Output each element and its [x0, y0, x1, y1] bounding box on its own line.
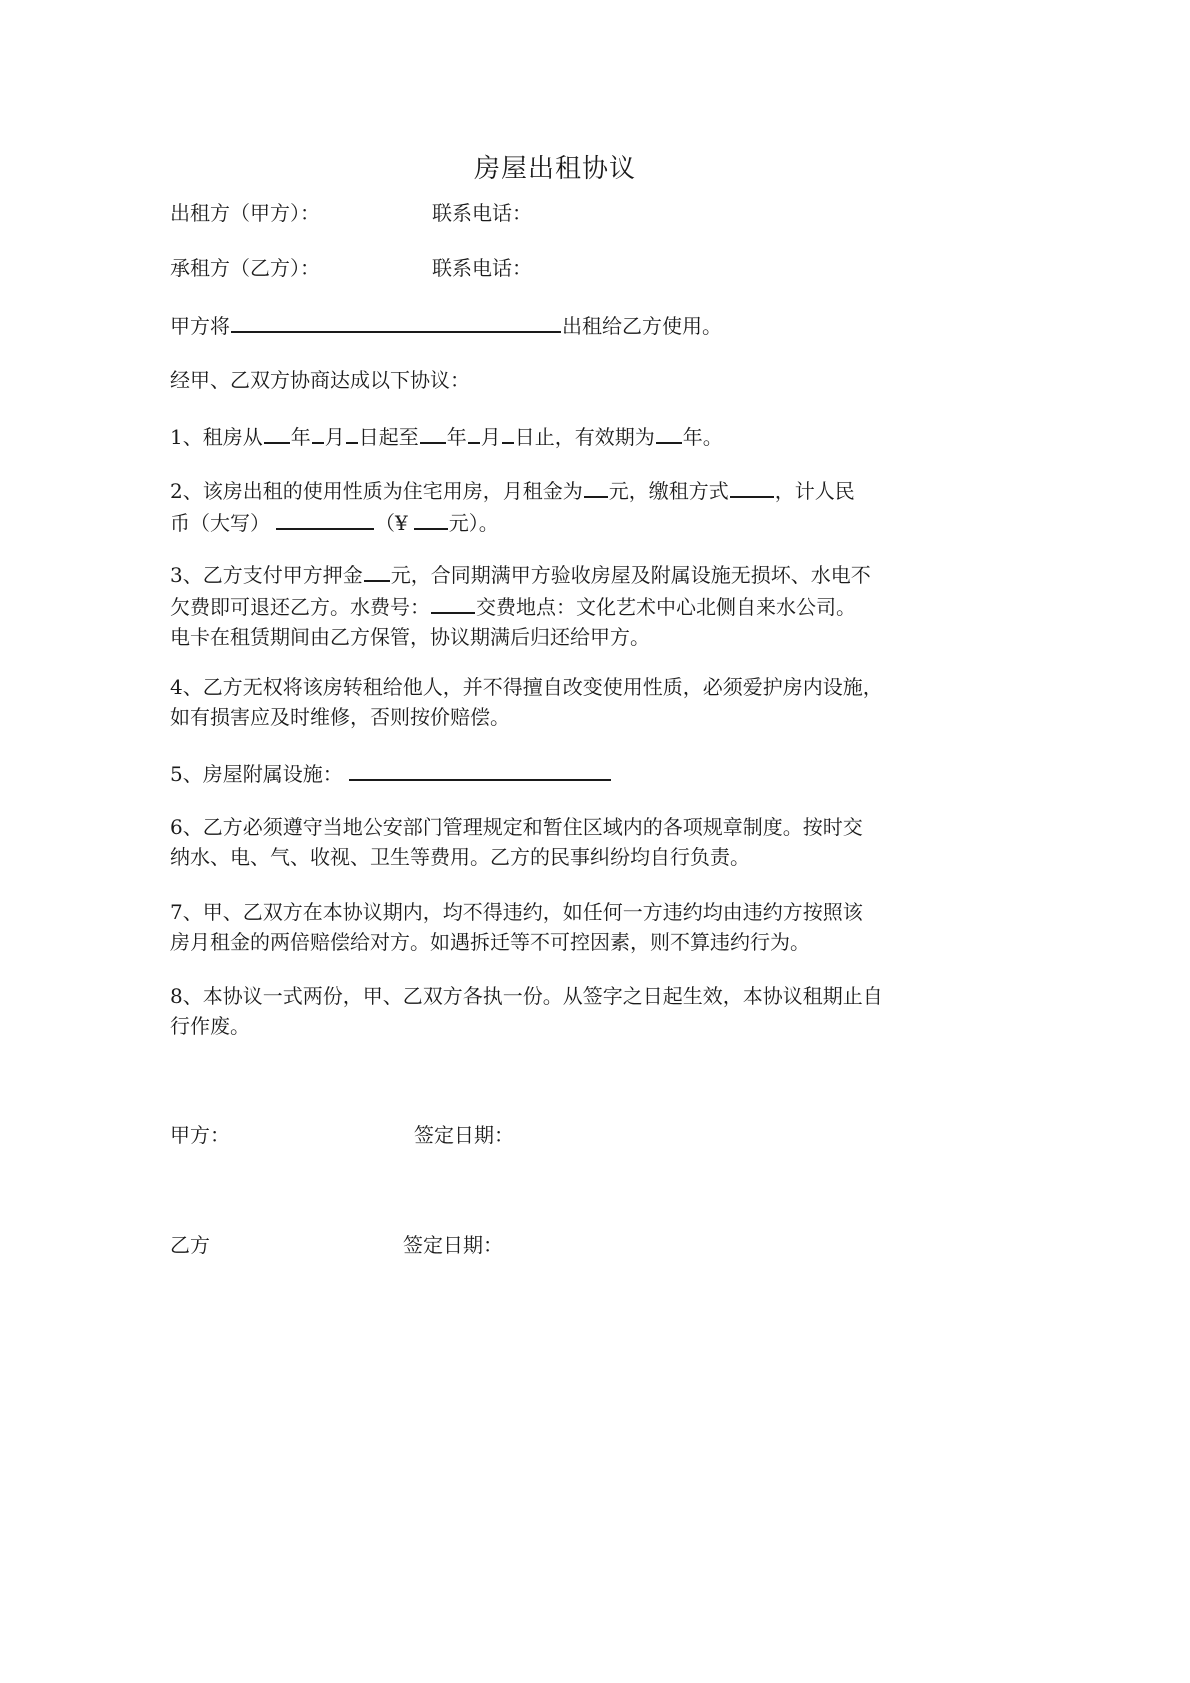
clause-3	[170, 558, 950, 652]
start-month-blank[interactable]	[312, 420, 324, 444]
lessor-label: 出租方（甲方）：	[170, 201, 320, 225]
clause-1-text: 月	[480, 425, 501, 449]
start-day-blank[interactable]	[346, 420, 358, 444]
clause-8	[170, 981, 950, 1041]
intro-prefix: 甲方将	[170, 314, 230, 338]
water-account-blank[interactable]	[431, 590, 475, 614]
clause-4	[170, 672, 950, 732]
clause-1-text: 年。	[682, 425, 723, 449]
party-b-date-label: 签定日期：	[403, 1233, 503, 1257]
party-b-signature-label: 乙方	[170, 1233, 210, 1257]
clause-3-text: 元，合同期满甲方验收房屋及附属设施无损坏、水电不	[390, 563, 871, 587]
clause-8-text: 8、本协议一式两份，甲、乙双方各执一份。从签字之日起生效，本协议租期止自	[170, 984, 883, 1008]
lessee-phone-label: 联系电话：	[432, 256, 532, 280]
clause-2-text: 元）。	[448, 511, 499, 535]
payment-method-blank[interactable]	[730, 474, 774, 498]
facilities-blank[interactable]	[349, 757, 611, 781]
intro-suffix: 出租给乙方使用。	[562, 314, 722, 338]
property-blank[interactable]	[231, 309, 561, 333]
clause-7-text: 7、甲、乙双方在本协议期内，均不得违约，如任何一方违约均由违约方按照该	[170, 900, 863, 924]
clause-2-text: 2、该房出租的使用性质为住宅用房，月租金为	[170, 479, 583, 503]
clause-6-text: 6、乙方必须遵守当地公安部门管理规定和暂住区域内的各项规章制度。按时交	[170, 815, 863, 839]
clause-7-text: 房月租金的两倍赔偿给对方。如遇拆迁等不可控因素，则不算违约行为。	[170, 930, 810, 954]
clause-1-text: 日起至	[358, 425, 419, 449]
clause-3-text: 欠费即可退还乙方。水费号：	[170, 595, 430, 619]
lessee-label: 承租方（乙方）：	[170, 256, 320, 280]
party-a-date-label: 签定日期：	[414, 1123, 514, 1147]
clause-2-text: （¥	[375, 511, 408, 535]
clause-3-text: 交费地点：文化艺术中心北侧自来水公司。	[476, 595, 856, 619]
clause-8-text: 行作废。	[170, 1014, 250, 1038]
document-title: 房屋出租协议	[473, 154, 636, 184]
clause-2-text: 币（大写）	[170, 511, 270, 535]
end-day-blank[interactable]	[502, 420, 514, 444]
clause-1-text: 年	[446, 425, 467, 449]
clause-1	[170, 420, 723, 452]
clause-2	[170, 474, 950, 538]
clause-1-text: 1、租房从	[170, 425, 263, 449]
intro-line	[170, 309, 722, 341]
clause-3-text: 3、乙方支付甲方押金	[170, 563, 363, 587]
clause-1-text: 年	[290, 425, 311, 449]
clause-3-text: 电卡在租赁期间由乙方保管，协议期满后归还给甲方。	[170, 625, 650, 649]
clause-1-text: 日止，有效期为	[514, 425, 655, 449]
agreement-lead: 经甲、乙双方协商达成以下协议：	[170, 368, 470, 392]
clause-2-text: ，计人民	[774, 479, 855, 503]
deposit-blank[interactable]	[364, 558, 390, 582]
clause-4-text: 4、乙方无权将该房转租给他人，并不得擅自改变使用性质，必须爱护房内设施，	[170, 675, 883, 699]
clause-1-text: 月	[324, 425, 345, 449]
amount-numeric-blank[interactable]	[414, 506, 448, 530]
start-year-blank[interactable]	[264, 420, 290, 444]
clause-4-text: 如有损害应及时维修，否则按价赔偿。	[170, 705, 510, 729]
end-year-blank[interactable]	[420, 420, 446, 444]
amount-in-words-blank[interactable]	[276, 506, 374, 530]
party-a-signature-label: 甲方：	[170, 1123, 230, 1147]
clause-6-text: 纳水、电、气、收视、卫生等费用。乙方的民事纠纷均自行负责。	[170, 845, 750, 869]
end-month-blank[interactable]	[468, 420, 480, 444]
term-years-blank[interactable]	[656, 420, 682, 444]
clause-2-text: 元，缴租方式	[608, 479, 729, 503]
lessor-phone-label: 联系电话：	[432, 201, 532, 225]
clause-6	[170, 812, 950, 872]
clause-7	[170, 897, 950, 957]
clause-5	[170, 757, 612, 789]
monthly-rent-blank[interactable]	[584, 474, 608, 498]
clause-5-label: 5、房屋附属设施：	[170, 762, 343, 786]
